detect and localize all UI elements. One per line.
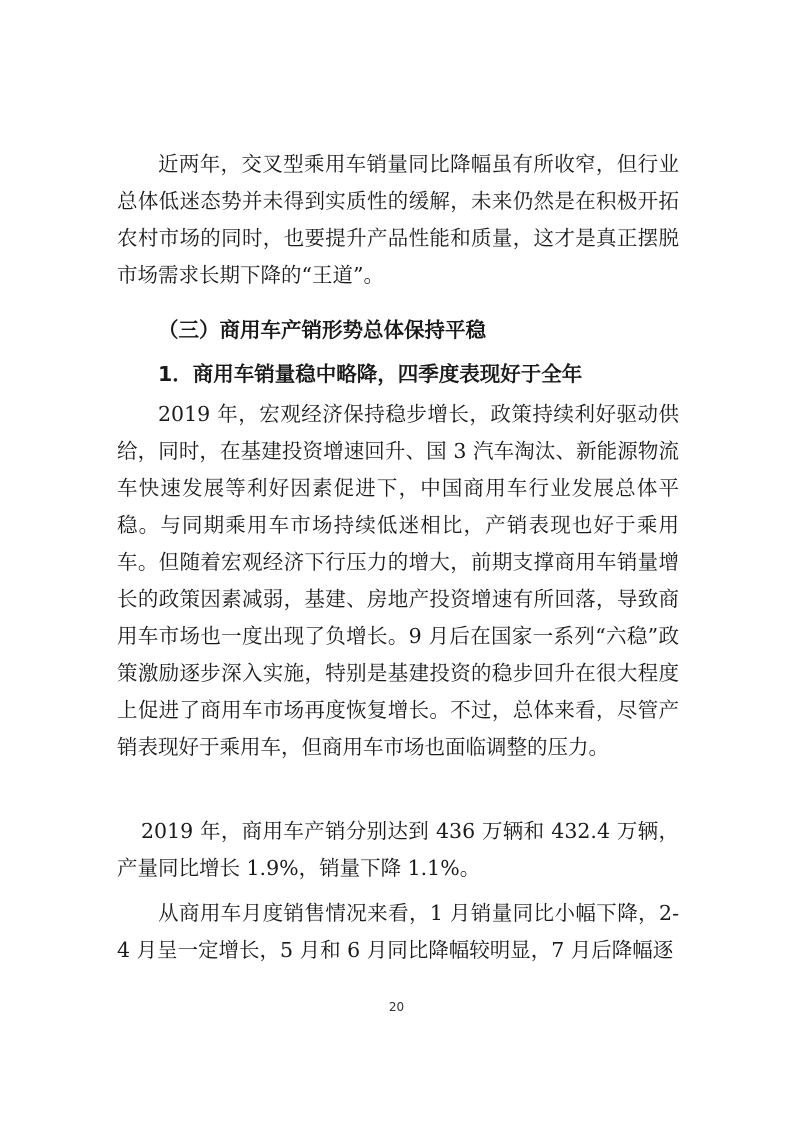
paragraph-monthly-sales: 从商用车月度销售情况来看，1 月销量同比小幅下降，2-4 月呈一定增长，5 月和 6 月同比降幅较明显，7 月后降幅逐 <box>117 901 679 962</box>
subsection-heading-sales-slight-decline: 1．商用车销量稳中略降，四季度表现好于全年 <box>158 362 583 386</box>
paragraph-cross-type-vehicles: 近两年，交叉型乘用车销量同比降幅虽有所收窄，但行业总体低迷态势并未得到实质性的缓解，未来仍然是在积极开拓农村市场的同时，也要提升产品性能和质量，这才是真正摆脱市场需求长期下降的“王道”。 <box>117 152 679 287</box>
section-heading-commercial-vehicles: （三）商用车产销形势总体保持平稳 <box>158 318 486 342</box>
paragraph-2019-production-sales: 2019 年，商用车产销分别达到 436 万辆和 432.4 万辆，产量同比增长 1.9%，销量下降 1.1%。 <box>117 819 679 880</box>
page-number: 20 <box>388 1000 405 1014</box>
paragraph-2019-macro-economy: 2019 年，宏观经济保持稳步增长，政策持续利好驱动供给，同时，在基建投资增速回升、国 3 汽车淘汰、新能源物流车快速发展等利好因素促进下，中国商用车行业发展总体平稳。与同期乘用车市场持续低迷相比，产销表现也好于乘用车。但随着宏观经济下行压力的增大，前期支撑商用车销量增长的政策因素减弱，基建、房地产投资增速有所回落，导致商用车市场也一度出现了负增长。9 月后在国家一系列“六稳”政策激励逐步深入实施，特别是基建投资的稳步回升在很大程度上促进了商用车市场再度恢复增长。不过，总体来看，尽管产销表现好于乘用车，但商用车市场也面临调整的压力。 <box>117 402 679 759</box>
